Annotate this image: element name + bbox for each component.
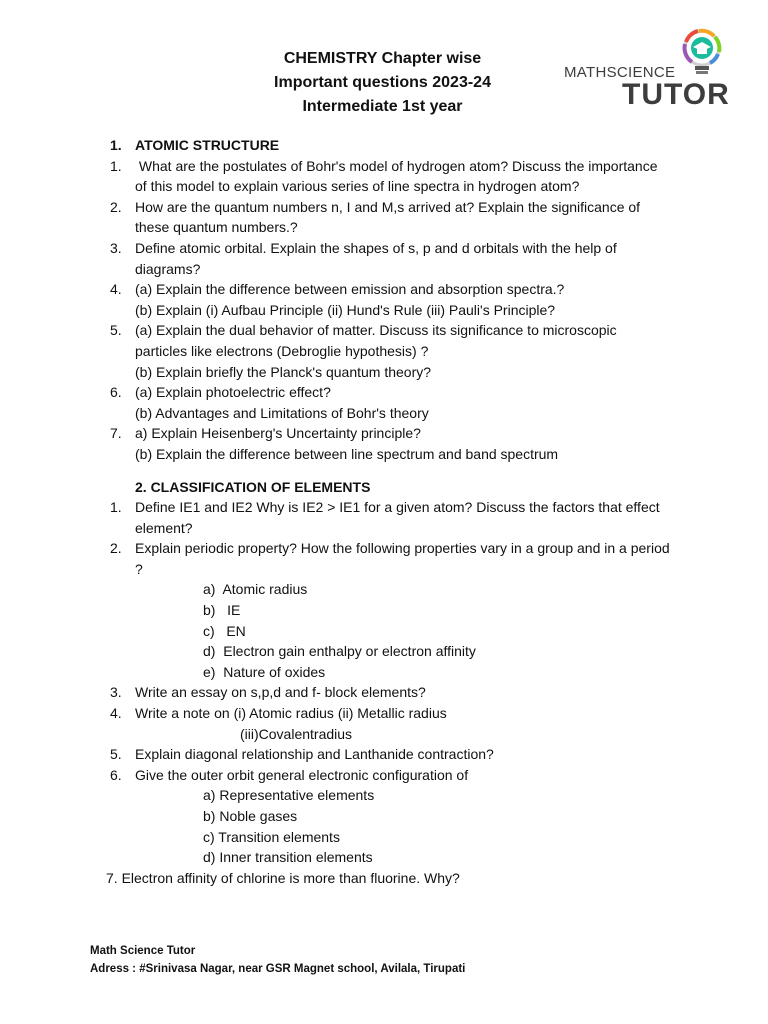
title-line-2: Important questions 2023-24 [274,74,491,91]
list-item: 6. Give the outer orbit general electronic configuration of [110,766,469,783]
list-item: 2. How are the quantum numbers n, I and M,s arrived at? Explain the significance of these quantum numbers.? [110,198,641,236]
list-item: 4. (a) Explain the difference between emission and absorption spectra.? [110,281,565,298]
section-heading-classification: 2. CLASSIFICATION OF ELEMENTS [135,478,371,495]
list-item-continuation: (iii)Covalentradius [240,725,353,742]
option-item: d) Inner transition elements [203,849,373,866]
list-item: 5. Explain diagonal relationship and Lanthanide contraction? [110,746,494,763]
list-item: 1. Define IE1 and IE2 Why is IE2 > IE1 for a given atom? Discuss the factors that effect element? [110,499,660,536]
title-line-3: Intermediate 1st year [302,98,463,115]
list-item-trailing: 7. Electron affinity of chlorine is more than fluorine. Why? [106,869,460,886]
logo-text-tutor: TUTOR [622,78,730,111]
logo-text-mathscience: MATHSCIENCE [564,64,676,81]
document-title [210,47,555,119]
list-item: 3. Define atomic orbital. Explain the shapes of s, p and d orbitals with the help of diagrams? [110,239,617,277]
footer [90,942,465,978]
list-item-subline: (b) Advantages and Limitations of Bohr's theory [135,404,429,421]
option-item: a) Representative elements [203,787,375,804]
section-heading-atomic-structure: 1. ATOMIC STRUCTURE [110,137,280,153]
option-item: c) EN [203,622,246,639]
option-item: e) Nature of oxides [203,663,326,680]
mathscience-tutor-logo [560,28,730,110]
option-item: a) Atomic radius [203,581,308,598]
title-line-1: CHEMISTRY Chapter wise [283,50,482,67]
list-item: 2. Explain periodic property? How the following properties vary in a group and in a period ? [110,540,670,577]
option-item: d) Electron gain enthalpy or electron affinity [203,643,476,660]
option-item: b) IE [203,602,241,619]
question-list [106,135,670,888]
list-item-subline: (b) Explain the difference between line spectrum and band spectrum [135,445,559,462]
footer-name: Math Science Tutor [90,945,196,957]
list-item-subline: (b) Explain briefly the Planck's quantum theory? [135,363,432,380]
list-item: 4. Write a note on (i) Atomic radius (ii) Metallic radius [110,705,447,722]
list-item-subline: (b) Explain (i) Aufbau Principle (ii) Hund's Rule (iii) Pauli's Principle? [135,301,556,318]
list-item: 3. Write an essay on s,p,d and f- block elements? [110,684,426,701]
list-item: 6. (a) Explain photoelectric effect? [110,384,331,401]
list-item: 5. (a) Explain the dual behavior of matter. Discuss its significance to microscopic particles like electrons (Debroglie hypothesis) ? [110,322,617,359]
list-item: 7. a) Explain Heisenberg's Uncertainty principle? [110,425,421,442]
lightbulb-graduation-cap-icon [678,28,726,80]
option-item: c) Transition elements [203,828,340,845]
footer-address: Adress : #Srinivasa Nagar, near GSR Magnet school, Avilala, Tirupati [90,963,466,975]
list-item: 1. What are the postulates of Bohr's model of hydrogen atom? Discuss the importance of this model to explain various series of line spectra in hydrogen atom? [110,157,662,195]
option-item: b) Noble gases [203,808,298,824]
